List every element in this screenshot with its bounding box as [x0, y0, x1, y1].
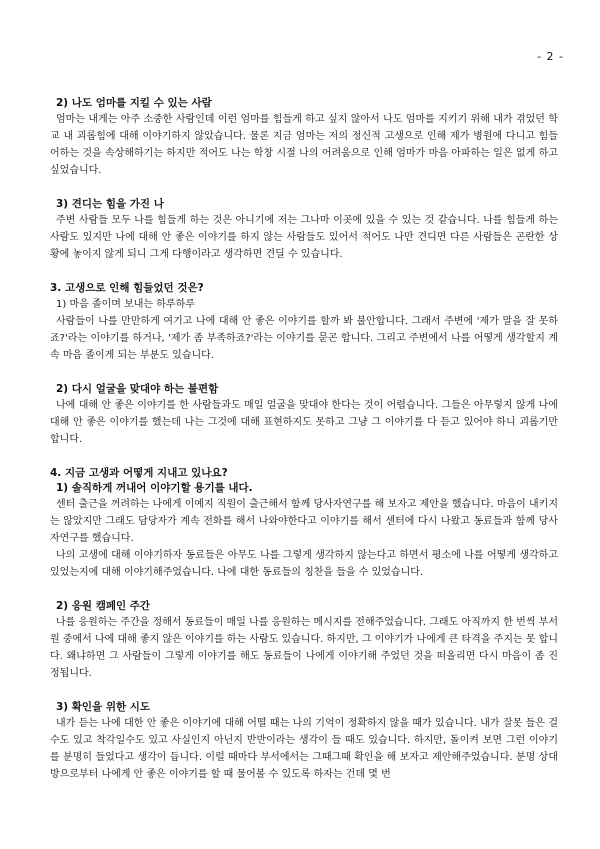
section-3 — [50, 281, 558, 448]
document-body — [50, 96, 558, 783]
paragraph: 내가 듣는 나에 대한 안 좋은 이야기에 대해 어떨 때는 나의 기억이 정확하지 않을 때가 있습니다. 내가 잘못 들은 걸 수도 있고 착각일수도 있고 사실인지 아닌지 반반이라는 생각이 들 때도 있습니다. 하지만, 돌이켜 보면 그런 이야기를 분명히 들었다고 생각이 듭니다. 이럴 때마다 부서에서는 그때그때 확인을 해 보자고 제안해주었습니다. 분명 상대방으로부터 나에게 안 좋은 이야기를 할 때 물어볼 수 있도록 하자는 건데 몇 번 — [50, 718, 558, 780]
paragraph: 나에 대해 안 좋은 이야기를 한 사람들과도 매일 얼굴을 맞대야 한다는 것이 어렵습니다. 그들은 아무렇지 않게 나에 대해 안 좋은 이야기를 했는데 나는 그것에 대해 표현하지도 못하고 그냥 그 이야기를 다 듣고 있어야 하니 괴롭기만 합니다. — [50, 400, 558, 445]
chapter-heading: 4. 지금 고생과 어떻게 지내고 있나요? — [50, 467, 228, 479]
paragraph: 사람들이 나를 만만하게 여기고 나에 대해 안 좋은 이야기를 할까 봐 불안합니다. 그래서 주변에 '제가 말을 잘 못하죠?'라는 이야기를 하거나, '제가 좀 부족하죠?'라는 이야기를 묻곤 합니다. 그리고 주변에서 나를 어떻게 생각할지 계속 마음 졸이게 되는 부분도 있습니다. — [50, 316, 558, 361]
paragraph: 엄마는 내게는 아주 소중한 사람인데 이런 엄마를 힘들게 하고 싶지 않아서 나도 엄마를 지키기 위해 내가 겪었던 학교 내 괴롭힘에 대해 이야기하지 않았습니다. 물론 지금 엄마는 저의 정신적 고생으로 인해 제가 병원에 다니고 힘들어하는 것을 속상해하기는 하지만 적어도 나는 학창 시절 나의 어려움으로 인해 엄마가 마음 아파하는 일은 없게 하고 싶었습니다. — [50, 114, 558, 176]
section-heading: 2) 응원 캠페인 주간 — [56, 600, 151, 612]
section-heading: 3) 확인을 위한 시도 — [56, 701, 151, 713]
chapter-heading: 3. 고생으로 인해 힘들었던 것은? — [50, 282, 204, 294]
subsection-title: 1) 마음 졸이며 보내는 하루하루 — [56, 299, 195, 310]
section-heading: 2) 나도 엄마를 지킬 수 있는 사람 — [56, 97, 212, 109]
paragraph: 나를 응원하는 주간을 정해서 동료들이 매일 나를 응원하는 메시지를 전해주었습니다. 그래도 아직까지 한 번씩 부서원 중에서 나에 대해 좋지 않은 이야기를 하는 사람도 있습니다. 하지만, 그 이야기가 나에게 큰 타격을 주지는 못 합니다. 왜냐하면 그 사람들이 그렇게 이야기를 해도 동료들이 나에게 이야기해 주었던 것을 떠올리면 다시 마음이 좀 진정됩니다. — [50, 617, 558, 679]
section-2-3 — [50, 197, 558, 263]
paragraph: 센터 출근을 꺼려하는 나에게 이예지 직원이 출근해서 함께 당사자연구를 해 보자고 제안을 했습니다. 마음이 내키지는 않았지만 그래도 담당자가 계속 전화를 해서 나와야한다고 이야기를 해서 센터에 다시 나왔고 동료들과 함께 당사자연구를 했습니다. — [50, 499, 558, 544]
section-2-2 — [50, 96, 558, 179]
section-heading: 2) 다시 얼굴을 맞대야 하는 불편함 — [56, 383, 219, 395]
section-heading: 1) 솔직하게 꺼내어 이야기할 용기를 내다. — [56, 482, 253, 494]
section-4 — [50, 466, 558, 783]
page-number: - 2 - — [537, 50, 564, 63]
paragraph: 주변 사람들 모두 나를 힘들게 하는 것은 아니기에 저는 그나마 이곳에 있을 수 있는 것 같습니다. 나를 힘들게 하는 사람도 있지만 나에 대해 안 좋은 이야기를 하지 않는 사람들도 있어서 적어도 나만 견디면 다른 사람들은 곤란한 상황에 놓이지 않게 되니 그게 다행이라고 생각하면 견딜 수 있습니다. — [50, 215, 558, 260]
paragraph: 나의 고생에 대해 이야기하자 동료들은 아무도 나를 그렇게 생각하지 않는다고 하면서 평소에 나를 어떻게 생각하고 있었는지에 대해 이야기해주었습니다. 나에 대한 동료들의 칭찬을 들을 수 있었습니다. — [50, 550, 558, 578]
section-heading: 3) 견디는 힘을 가진 나 — [56, 198, 164, 210]
